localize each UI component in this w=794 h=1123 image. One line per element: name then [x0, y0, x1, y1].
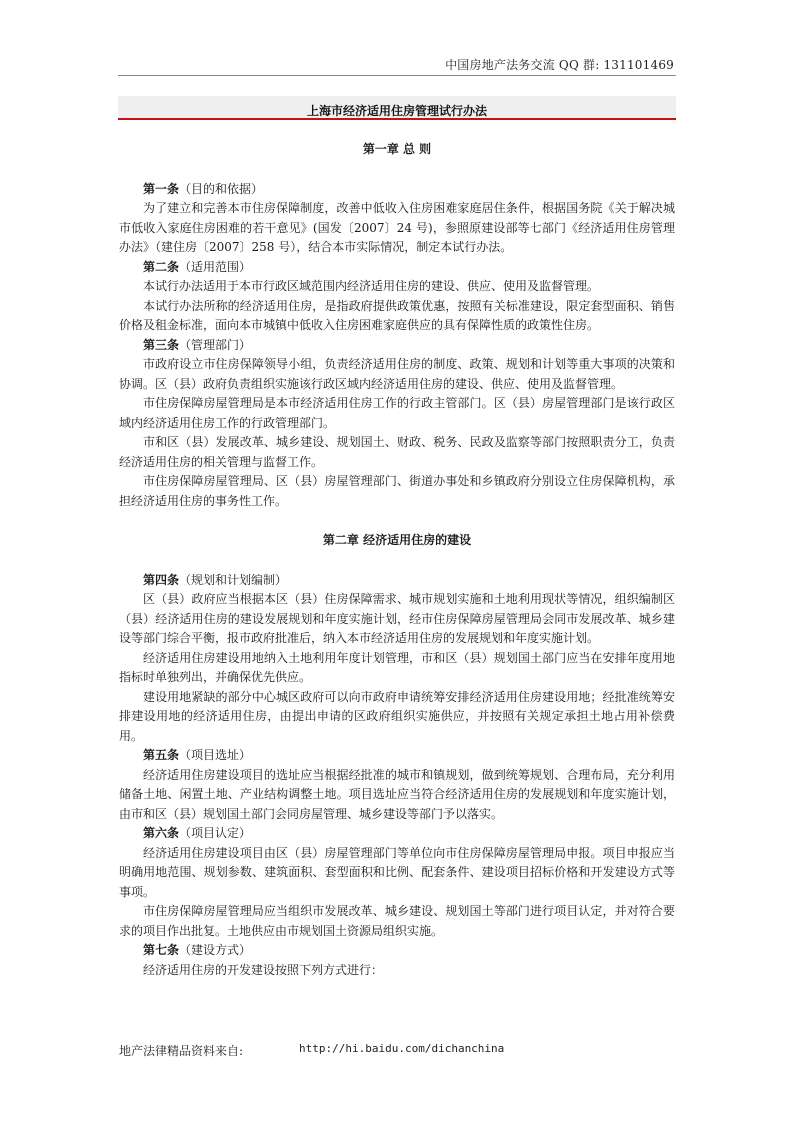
paragraph: 经济适用住房建设用地纳入土地利用年度计划管理，市和区（县）规划国土部门应当在安排年度用地指标时单独列出，并确保优先供应。 [119, 650, 675, 684]
article-topic: （项目选址） [179, 748, 252, 762]
paragraph: 经济适用住房建设项目的选址应当根据经批准的城市和镇规划，做到统筹规划、合理布局，充分利用储备土地、闲置土地、产业结构调整土地。项目选址应当符合经济适用住房的发展规划和年度实施计划，由市和区（县）规划国土部门会同房屋管理、城乡建设等部门予以落实。 [119, 767, 675, 821]
paragraph: 经济适用住房建设项目由区（县）房屋管理部门等单位向市住房保障房屋管理局申报。项目申报应当明确用地范围、规划参数、建筑面积、套型面积和比例、配套条件、建设项目招标价格和开发建设方式等事项。 [119, 845, 675, 899]
paragraph: 为了建立和完善本市住房保障制度，改善中低收入住房困难家庭居住条件，根据国务院《关于解决城市低收入家庭住房困难的若干意见》(国发〔2007〕24 号)，参照原建设部等七部门《经济适用住房管理办法》（建住房〔2007〕258 号），结合本市实际情况，制定本试行办法。 [119, 201, 675, 254]
article-heading [119, 258, 675, 278]
document-body [119, 134, 675, 980]
paragraph: 建设用地紧缺的部分中心城区政府可以向市政府申请统筹安排经济适用住房建设用地；经批准统筹安排建设用地的经济适用住房，由提出申请的区政府组织实施供应，并按照有关规定承担土地占用补偿费用。 [119, 689, 675, 743]
article-topic: （适用范围） [179, 259, 252, 274]
article-heading [119, 336, 675, 356]
article-heading [119, 824, 675, 844]
paragraph: 市和区（县）发展改革、城乡建设、规划国土、财政、税务、民政及监察等部门按照职责分工，负责经济适用住房的相关管理与监督工作。 [119, 435, 675, 469]
article-number: 第一条 [143, 181, 180, 196]
paragraph: 市住房保障房屋管理局是本市经济适用住房工作的行政主管部门。区（县）房屋管理部门是该行政区域内经济适用住房工作的行政管理部门。 [119, 396, 675, 430]
article-topic: （管理部门） [179, 337, 252, 352]
article-number: 第六条 [143, 826, 180, 840]
article-number: 第二条 [143, 259, 180, 274]
article-topic: （建设方式） [179, 943, 252, 957]
footer-label: 地产法律精品资料来自: [119, 1044, 244, 1058]
chapter-heading: 第一章 总 则 [362, 142, 432, 156]
paragraph: 市住房保障房屋管理局、区（县）房屋管理部门、街道办事处和乡镇政府分别设立住房保障机构，承担经济适用住房的事务性工作。 [119, 474, 675, 508]
chapter-heading: 第二章 经济适用住房的建设 [322, 533, 472, 547]
paragraph: 市政府设立市住房保障领导小组，负责经济适用住房的制度、政策、规划和计划等重大事项的决策和协调。区（县）政府负责组织实施该行政区域内经济适用住房的建设、供应、使用及监督管理。 [119, 357, 675, 391]
article-number: 第五条 [143, 748, 180, 762]
footer-link[interactable]: http://hi.baidu.com/dichanchina [299, 1042, 505, 1055]
article-topic: （规划和计划编制） [179, 572, 288, 587]
page-footer [119, 1042, 505, 1059]
page-header: 中国房地产法务交流 QQ 群: 131101469 [445, 58, 674, 72]
paragraph: 区（县）政府应当根据本区（县）住房保障需求、城市规划实施和土地利用现状等情况，组织编制区（县）经济适用住房的建设发展规划和年度实施计划，经市住房保障房屋管理局会同市发展改革、城乡建设等部门综合平衡，报市政府批准后，纳入本市经济适用住房的发展规划和年度实施计划。 [119, 592, 675, 645]
title-divider [118, 118, 676, 120]
article-number: 第四条 [143, 572, 180, 587]
article-heading [119, 180, 675, 200]
paragraph: 经济适用住房的开发建设按照下列方式进行： [143, 962, 384, 977]
article-heading [119, 941, 675, 961]
article-topic: （项目认定） [179, 826, 252, 840]
article-topic: （目的和依据） [179, 181, 264, 196]
article-number: 第七条 [143, 943, 180, 957]
article-heading [119, 746, 675, 766]
paragraph: 本试行办法所称的经济适用住房，是指政府提供政策优惠，按照有关标准建设，限定套型面积、销售价格及租金标准，面向本市城镇中低收入住房困难家庭供应的具有保障性质的政策性住房。 [119, 298, 675, 332]
document-title: 上海市经济适用住房管理试行办法 [306, 104, 487, 118]
article-number: 第三条 [143, 337, 180, 352]
header-divider [118, 75, 676, 76]
paragraph: 市住房保障房屋管理局应当组织市发展改革、城乡建设、规划国土等部门进行项目认定，并对符合要求的项目作出批复。土地供应由市规划国土资源局组织实施。 [119, 904, 675, 938]
article-heading [119, 571, 675, 591]
paragraph: 本试行办法适用于本市行政区域范围内经济适用住房的建设、供应、使用及监督管理。 [143, 279, 600, 293]
